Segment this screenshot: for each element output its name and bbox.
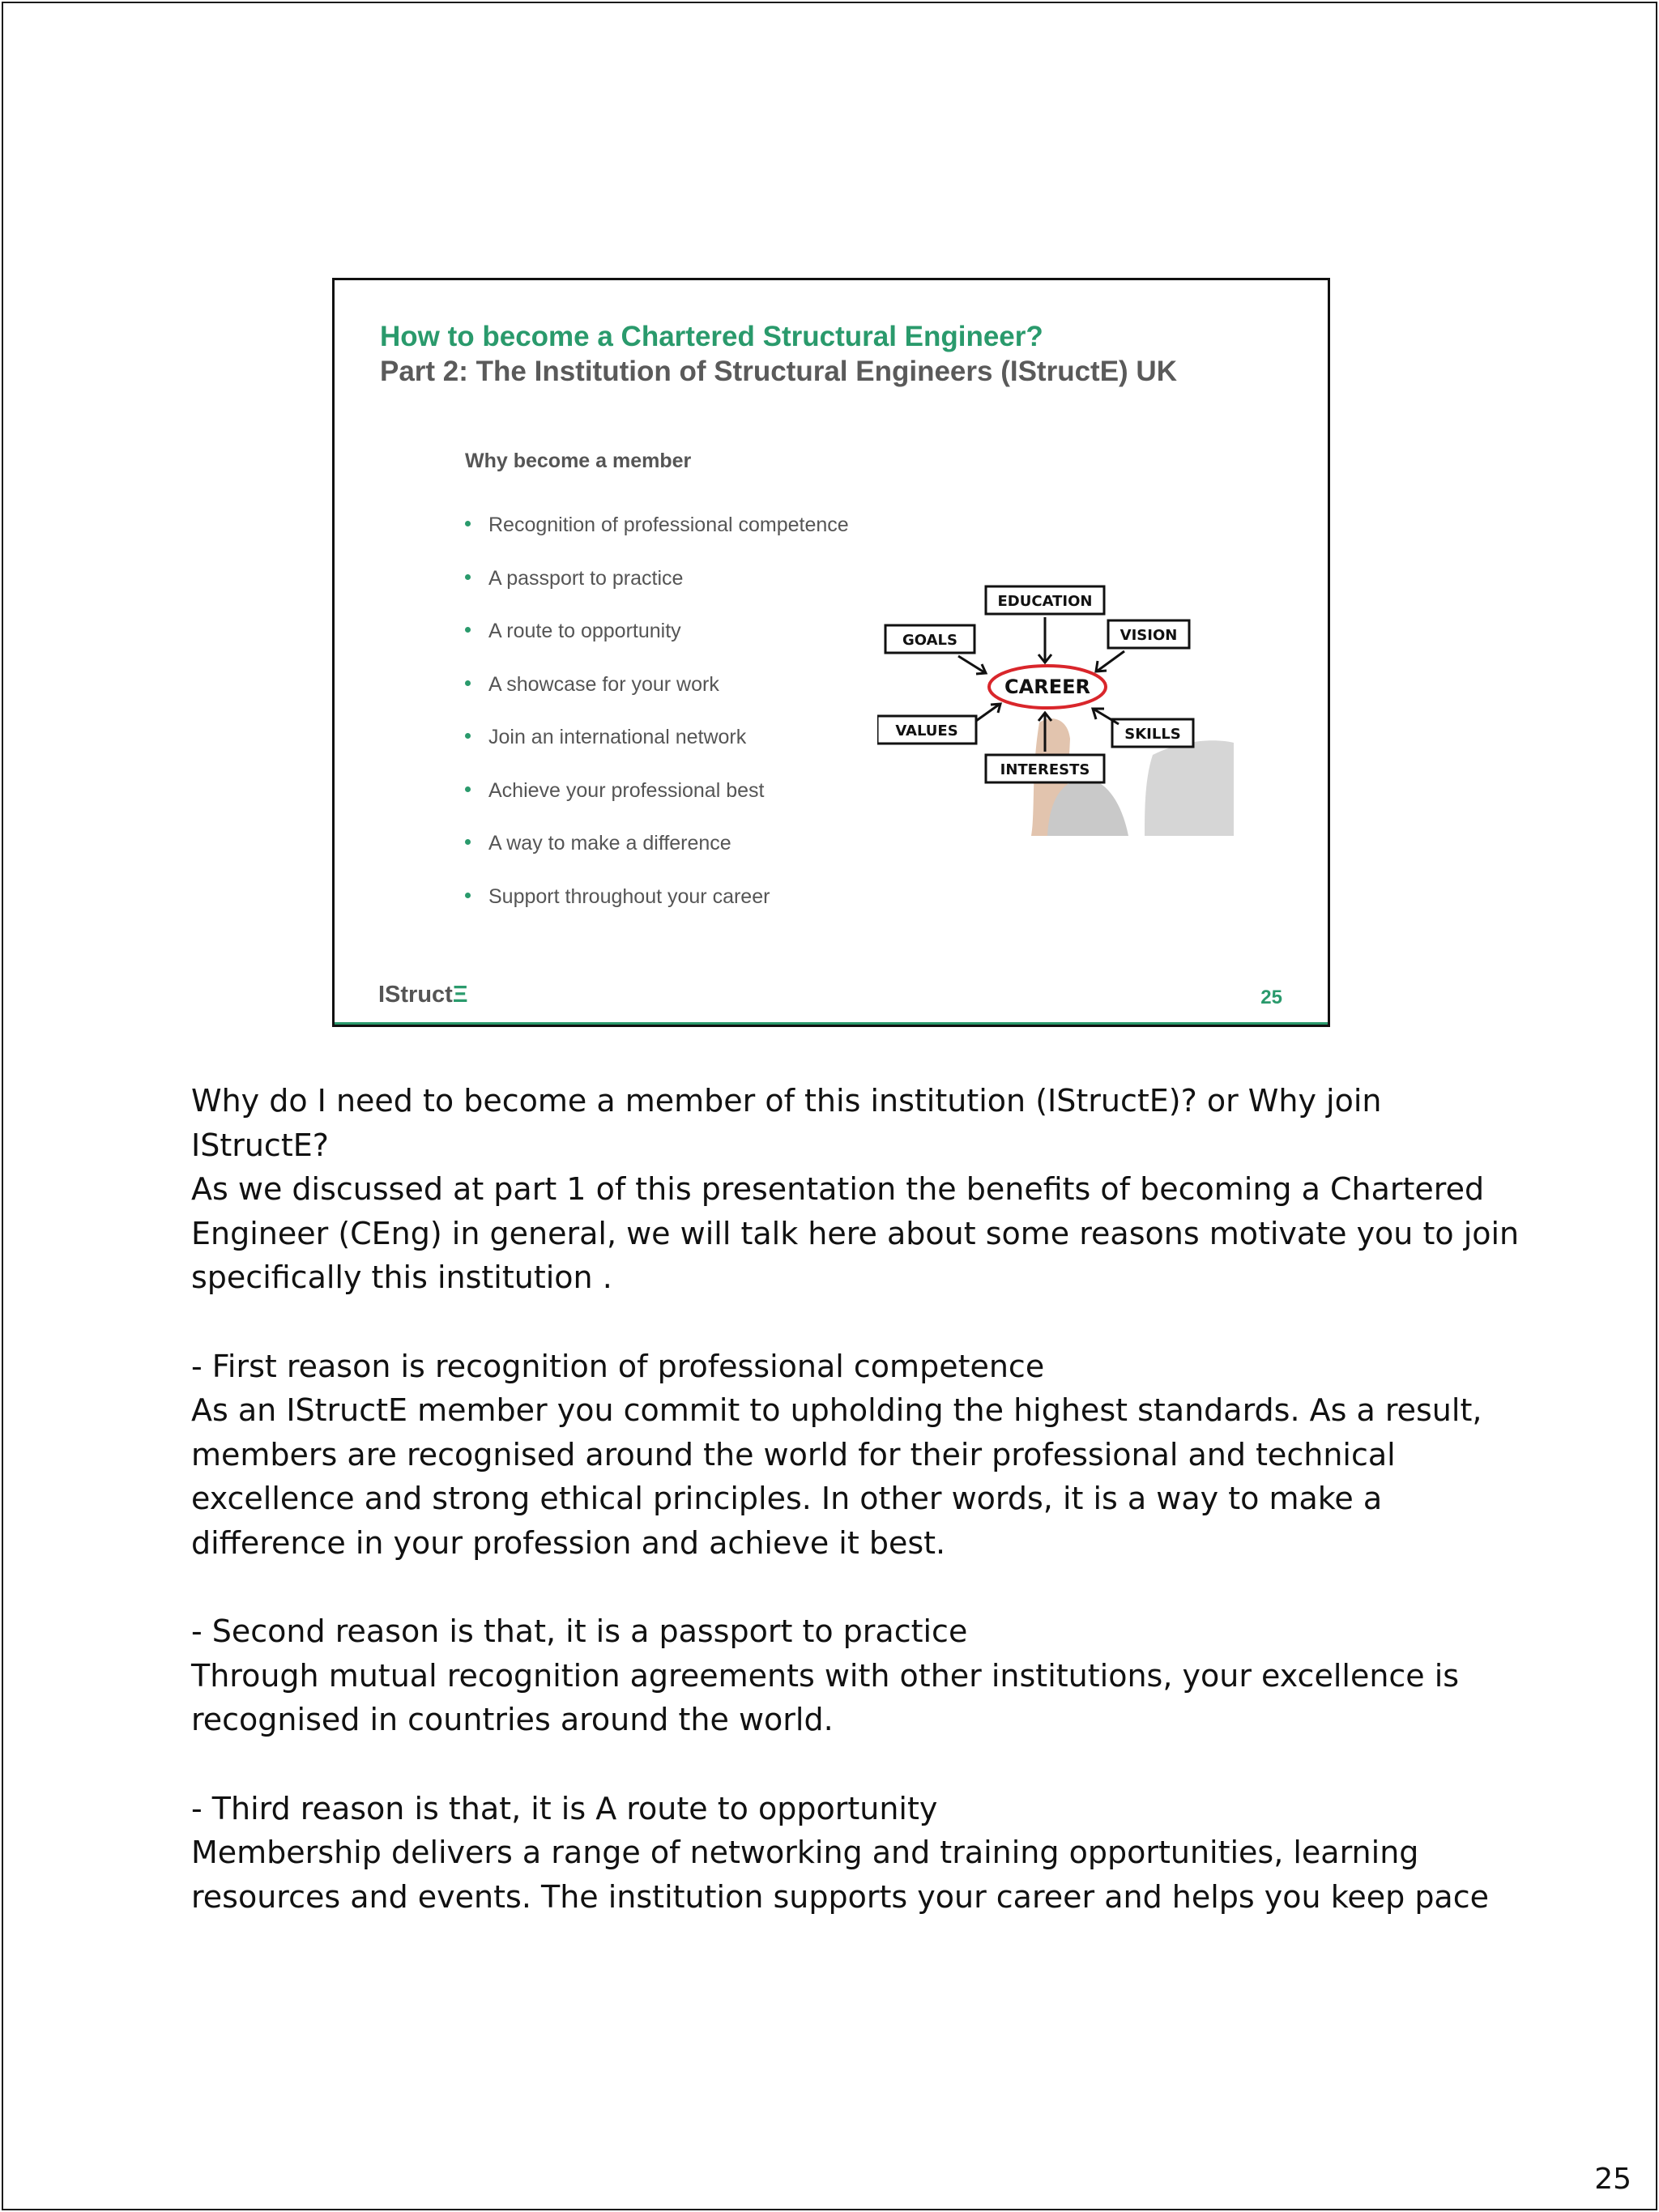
notes-paragraph: Why do I need to become a member of this institution (IStructE)? or Why join IStructE? <box>191 1083 1382 1163</box>
bullet-item: Support throughout your career <box>463 883 849 936</box>
bullet-item: Join an international network <box>463 723 849 777</box>
notes-paragraph: As we discussed at part 1 of this presentation the benefits of becoming a Chartered Engineer (CEng) in general, we will talk here about some reasons motivate you to join specifically this institution . <box>191 1171 1520 1296</box>
goals-box <box>885 625 975 653</box>
vision-box <box>1108 620 1189 648</box>
career-label: CAREER <box>1004 676 1090 698</box>
page-number: 25 <box>1594 2163 1631 2196</box>
slide-accent-line <box>335 1022 1328 1025</box>
bullet-dot-icon <box>465 893 471 898</box>
education-label: EDUCATION <box>997 593 1093 610</box>
vision-label: VISION <box>1120 627 1178 644</box>
istructe-logo: IStructΞ <box>378 982 468 1008</box>
slide-section-heading: Why become a member <box>465 450 692 472</box>
notes-paragraph: As an IStructE member you commit to upholding the highest standards. As a result, members are recognised around the world for their professional and technical excellence and strong ethical principles. In other words, it is a way to make a difference in your profession and achieve it best. <box>191 1392 1482 1561</box>
logo-mark-icon: Ξ <box>452 982 468 1008</box>
slide-bullet-list <box>463 511 849 936</box>
notes-paragraph: Through mutual recognition agreements with other institutions, your excellence is recognised in countries around the world. <box>191 1657 1460 1738</box>
skills-box <box>1112 719 1193 747</box>
slide-thumbnail <box>332 278 1330 1027</box>
paragraph-gap <box>191 1300 1520 1345</box>
goals-label: GOALS <box>902 632 957 649</box>
skills-label: SKILLS <box>1124 726 1181 743</box>
bullet-dot-icon <box>465 574 471 580</box>
bullet-dot-icon <box>465 627 471 633</box>
notes-paragraph: Membership delivers a range of networking and training opportunities, learning resources and events. The institution supports your career and helps you keep pace <box>191 1835 1489 1915</box>
slide-subtitle: Part 2: The Institution of Structural Engineers (IStructE) UK <box>380 356 1177 387</box>
notes-paragraph: - Third reason is that, it is A route to opportunity <box>191 1790 938 1826</box>
career-ellipse <box>989 666 1106 708</box>
notes-paragraph: - Second reason is that, it is a passport to practice <box>191 1613 968 1650</box>
paragraph-gap <box>191 1742 1520 1787</box>
paragraph-gap <box>191 1566 1520 1610</box>
values-label: VALUES <box>895 722 958 739</box>
speaker-notes <box>191 1079 1520 1919</box>
career-diagram-illustration <box>877 577 1234 836</box>
bullet-item: Achieve your professional best <box>463 777 849 830</box>
interests-label: INTERESTS <box>1000 761 1090 778</box>
slide-number: 25 <box>1260 987 1282 1008</box>
bullet-item: Recognition of professional competence <box>463 511 849 565</box>
education-box <box>986 586 1104 614</box>
bullet-item: A way to make a difference <box>463 829 849 883</box>
document-page <box>2 2 1657 2210</box>
bullet-item: A route to opportunity <box>463 617 849 671</box>
interests-box <box>986 755 1104 782</box>
bullet-dot-icon <box>465 839 471 845</box>
bullet-dot-icon <box>465 680 471 686</box>
bullet-dot-icon <box>465 521 471 526</box>
values-box <box>877 716 976 744</box>
notes-paragraph: - First reason is recognition of professional competence <box>191 1348 1045 1384</box>
bullet-dot-icon <box>465 733 471 739</box>
bullet-dot-icon <box>465 786 471 792</box>
slide-title: How to become a Chartered Structural Engineer? <box>380 321 1043 352</box>
bullet-item: A passport to practice <box>463 565 849 618</box>
bullet-item: A showcase for your work <box>463 671 849 724</box>
